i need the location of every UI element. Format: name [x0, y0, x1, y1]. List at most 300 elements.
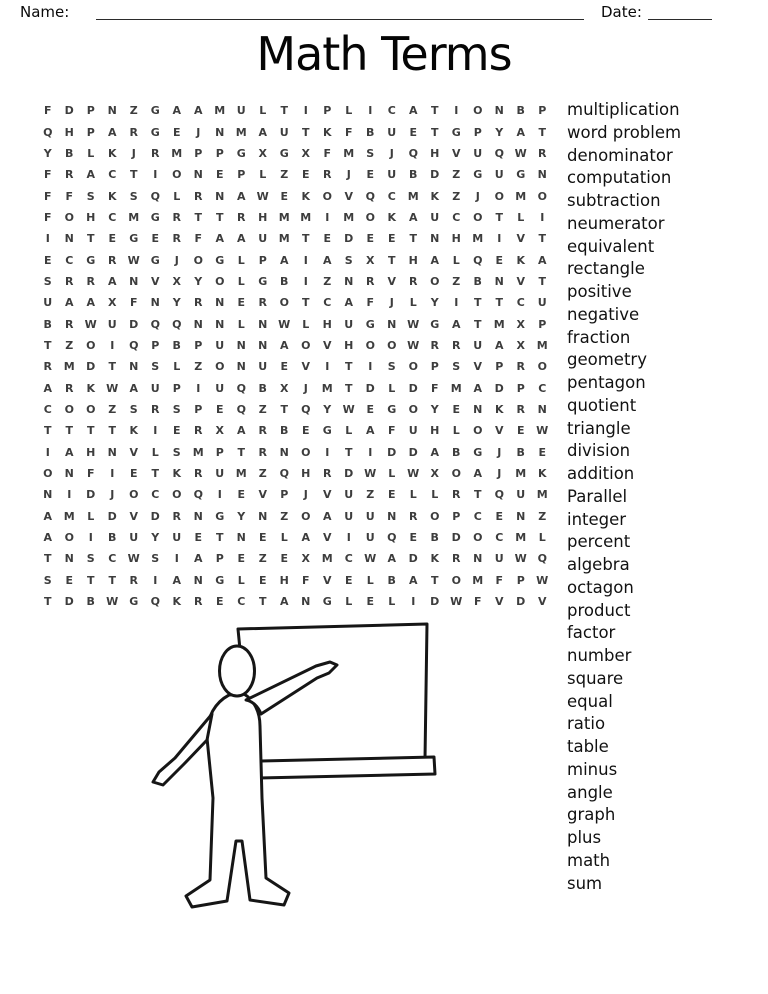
grid-cell: U	[344, 317, 354, 331]
grid-cell: T	[129, 168, 138, 182]
grid-cell: W	[364, 467, 377, 481]
grid-cell: G	[258, 274, 268, 288]
grid-cell: M	[515, 467, 527, 481]
grid-cell: U	[172, 531, 182, 545]
grid-cell: K	[107, 189, 117, 203]
grid-cell: I	[325, 360, 330, 374]
grid-cell: J	[497, 467, 502, 481]
grid-cell: U	[365, 509, 375, 523]
grid-cell: J	[303, 381, 308, 395]
grid-cell: I	[303, 274, 308, 288]
grid-cell: R	[65, 381, 74, 395]
grid-cell: X	[301, 552, 310, 566]
grid-cell: E	[43, 253, 52, 267]
grid-cell: C	[108, 168, 117, 182]
word-list-item: fraction	[567, 327, 631, 347]
grid-cell: B	[172, 338, 181, 352]
grid-cell: K	[494, 402, 504, 416]
grid-cell: I	[368, 445, 373, 459]
grid-cell: G	[150, 253, 160, 267]
grid-cell: P	[280, 488, 289, 502]
grid-cell: E	[323, 232, 331, 246]
grid-cell: T	[430, 573, 439, 587]
word-list-item: product	[567, 600, 631, 620]
grid-cell: T	[151, 467, 159, 481]
grid-cell: Q	[494, 488, 504, 502]
name-label: Name:	[20, 3, 70, 21]
grid-cell: R	[366, 274, 375, 288]
grid-cell: L	[259, 104, 267, 118]
grid-cell: U	[215, 467, 225, 481]
grid-cell: T	[344, 381, 353, 395]
grid-cell: N	[494, 274, 504, 288]
grid-cell: A	[129, 381, 138, 395]
grid-cell: C	[473, 509, 482, 523]
grid-cell: A	[215, 232, 224, 246]
grid-cell: K	[430, 552, 440, 566]
grid-cell: T	[108, 424, 116, 438]
grid-cell: P	[86, 104, 95, 118]
grid-cell: T	[194, 210, 202, 224]
grid-cell: I	[346, 531, 351, 545]
grid-cell: O	[430, 509, 440, 523]
grid-cell: A	[258, 125, 267, 139]
grid-cell: A	[473, 381, 482, 395]
grid-cell: N	[473, 552, 483, 566]
grid-cell: D	[86, 488, 96, 502]
grid-cell: F	[366, 296, 374, 310]
grid-cell: H	[408, 253, 418, 267]
grid-cell: J	[131, 146, 136, 160]
grid-cell: A	[193, 552, 203, 566]
grid-cell: E	[366, 232, 374, 246]
grid-cell: N	[537, 168, 547, 182]
grid-cell: T	[538, 232, 546, 246]
grid-cell: F	[129, 296, 138, 310]
grid-cell: W	[106, 595, 119, 609]
grid-cell: X	[258, 146, 267, 160]
grid-cell: E	[538, 445, 546, 459]
word-search-grid	[37, 100, 553, 612]
grid-cell: G	[150, 125, 160, 139]
grid-cell: W	[84, 317, 97, 331]
grid-cell: M	[321, 552, 333, 566]
grid-cell: M	[407, 189, 419, 203]
grid-cell: L	[87, 146, 95, 160]
grid-cell: B	[430, 531, 439, 545]
grid-cell: F	[323, 146, 331, 160]
grid-cell: J	[346, 168, 351, 182]
word-list-item: pentagon	[567, 373, 646, 392]
grid-cell: A	[43, 531, 52, 545]
grid-cell: O	[301, 338, 311, 352]
grid-cell: G	[150, 210, 160, 224]
grid-cell: D	[365, 381, 375, 395]
grid-cell: P	[473, 125, 482, 139]
grid-cell: E	[301, 424, 310, 438]
grid-cell: U	[537, 296, 547, 310]
grid-cell: L	[237, 253, 245, 267]
grid-cell: R	[430, 338, 439, 352]
grid-cell: E	[409, 531, 417, 545]
word-list-item: percent	[567, 532, 631, 552]
grid-cell: T	[215, 531, 224, 545]
grid-cell: Z	[452, 274, 461, 288]
grid-cell: N	[344, 274, 354, 288]
word-list-item: sum	[567, 873, 603, 893]
grid-cell: C	[108, 552, 117, 566]
grid-cell: U	[516, 488, 526, 502]
grid-cell: G	[215, 573, 225, 587]
grid-cell: E	[495, 253, 503, 267]
grid-cell: R	[65, 274, 74, 288]
grid-cell: P	[452, 509, 461, 523]
chalk-tray	[259, 757, 435, 778]
grid-cell: J	[389, 296, 394, 310]
grid-cell: E	[280, 552, 288, 566]
grid-cell: O	[215, 274, 225, 288]
grid-cell: S	[452, 360, 461, 374]
grid-cell: C	[43, 402, 52, 416]
grid-cell: A	[64, 296, 74, 310]
grid-cell: J	[497, 445, 502, 459]
grid-cell: M	[214, 104, 226, 118]
grid-cell: A	[43, 381, 52, 395]
grid-cell: N	[193, 573, 203, 587]
grid-cell: G	[365, 317, 375, 331]
grid-cell: T	[86, 573, 95, 587]
grid-cell: N	[64, 467, 74, 481]
grid-cell: V	[322, 338, 332, 352]
grid-cell: Z	[129, 104, 138, 118]
grid-cell: U	[279, 125, 289, 139]
grid-cell: T	[344, 445, 353, 459]
grid-cell: O	[43, 467, 53, 481]
grid-cell: P	[538, 317, 547, 331]
grid-cell: R	[258, 424, 267, 438]
grid-cell: B	[473, 274, 482, 288]
grid-cell: G	[430, 317, 440, 331]
grid-cell: V	[387, 274, 396, 288]
grid-cell: Q	[193, 488, 203, 502]
grid-cell: E	[215, 168, 224, 182]
grid-cell: Q	[43, 125, 53, 139]
grid-cell: H	[430, 424, 440, 438]
grid-cell: D	[387, 445, 397, 459]
grid-cell: L	[345, 595, 353, 609]
word-list-item: computation	[567, 168, 672, 188]
grid-cell: P	[86, 125, 95, 139]
grid-cell: T	[538, 274, 546, 288]
grid-cell: B	[43, 317, 52, 331]
grid-cell: U	[473, 338, 483, 352]
grid-cell: R	[151, 146, 160, 160]
grid-cell: L	[173, 360, 181, 374]
grid-cell: N	[193, 317, 203, 331]
grid-cell: C	[151, 488, 160, 502]
grid-cell: T	[43, 552, 52, 566]
grid-cell: G	[322, 595, 332, 609]
grid-cell: A	[64, 445, 74, 459]
grid-cell: J	[196, 125, 201, 139]
grid-cell: U	[344, 488, 354, 502]
grid-cell: S	[387, 360, 396, 374]
grid-cell: N	[236, 338, 246, 352]
grid-cell: R	[65, 317, 74, 331]
grid-cell: N	[236, 360, 246, 374]
grid-cell: P	[172, 381, 181, 395]
grid-cell: R	[108, 253, 117, 267]
grid-cell: E	[194, 531, 202, 545]
grid-cell: D	[86, 360, 96, 374]
person-head	[220, 646, 255, 696]
grid-cell: F	[194, 232, 202, 246]
grid-cell: W	[278, 317, 291, 331]
grid-cell: Q	[129, 338, 139, 352]
grid-cell: B	[366, 125, 375, 139]
grid-cell: I	[88, 531, 93, 545]
grid-cell: M	[343, 210, 355, 224]
grid-cell: P	[194, 402, 203, 416]
grid-cell: T	[86, 424, 95, 438]
grid-cell: U	[408, 424, 418, 438]
grid-cell: P	[516, 381, 525, 395]
grid-cell: I	[45, 232, 50, 246]
grid-cell: U	[494, 168, 504, 182]
grid-cell: G	[150, 104, 160, 118]
grid-cell: R	[129, 573, 138, 587]
grid-cell: I	[110, 467, 115, 481]
grid-cell: C	[237, 595, 246, 609]
grid-cell: Q	[172, 317, 182, 331]
grid-cell: L	[345, 104, 353, 118]
grid-cell: I	[497, 232, 502, 246]
grid-cell: O	[473, 210, 483, 224]
grid-cell: N	[215, 125, 225, 139]
grid-cell: E	[366, 595, 374, 609]
grid-cell: C	[495, 531, 504, 545]
grid-cell: M	[450, 381, 462, 395]
grid-cell: V	[516, 274, 525, 288]
grid-cell: N	[150, 296, 160, 310]
grid-cell: Y	[194, 274, 203, 288]
grid-cell: T	[473, 296, 482, 310]
grid-cell: M	[343, 146, 355, 160]
grid-cell: I	[174, 552, 179, 566]
grid-cell: T	[258, 595, 267, 609]
grid-cell: E	[172, 424, 181, 438]
grid-cell: V	[494, 595, 504, 609]
grid-cell: A	[172, 104, 181, 118]
grid-cell: K	[301, 189, 311, 203]
grid-cell: A	[236, 232, 246, 246]
grid-cell: W	[364, 552, 377, 566]
grid-cell: L	[452, 424, 460, 438]
grid-cell: M	[493, 317, 505, 331]
grid-cell: A	[172, 573, 181, 587]
grid-cell: N	[215, 317, 225, 331]
grid-cell: E	[237, 552, 245, 566]
grid-cell: N	[215, 296, 225, 310]
grid-cell: M	[472, 232, 484, 246]
grid-cell: V	[494, 424, 504, 438]
grid-cell: A	[86, 168, 95, 182]
grid-cell: L	[259, 168, 267, 182]
grid-cell: V	[150, 274, 160, 288]
grid-cell: O	[537, 189, 547, 203]
grid-cell: H	[258, 210, 268, 224]
grid-cell: S	[43, 274, 52, 288]
grid-cell: Z	[258, 552, 267, 566]
grid-cell: A	[322, 509, 332, 523]
grid-cell: O	[408, 360, 418, 374]
word-list-item: triangle	[567, 418, 631, 438]
grid-cell: U	[365, 531, 375, 545]
grid-cell: L	[388, 381, 396, 395]
grid-cell: M	[278, 232, 290, 246]
grid-cell: F	[86, 467, 95, 481]
grid-cell: A	[408, 104, 418, 118]
word-list-item: table	[567, 737, 609, 756]
grid-cell: R	[194, 467, 203, 481]
grid-cell: X	[172, 274, 181, 288]
grid-cell: N	[430, 232, 440, 246]
grid-cell: L	[538, 531, 546, 545]
grid-cell: I	[67, 488, 72, 502]
grid-cell: O	[301, 445, 311, 459]
grid-cell: N	[107, 104, 117, 118]
grid-cell: W	[407, 317, 420, 331]
grid-cell: Q	[150, 317, 160, 331]
grid-cell: D	[451, 531, 461, 545]
grid-cell: S	[129, 189, 138, 203]
grid-cell: O	[322, 189, 332, 203]
grid-cell: I	[153, 424, 158, 438]
grid-cell: I	[540, 210, 545, 224]
grid-cell: A	[408, 210, 418, 224]
grid-cell: H	[86, 445, 96, 459]
grid-cell: A	[86, 296, 95, 310]
grid-cell: M	[192, 445, 204, 459]
grid-cell: B	[86, 595, 95, 609]
grid-cell: S	[129, 402, 138, 416]
grid-cell: G	[215, 509, 225, 523]
grid-cell: R	[409, 274, 418, 288]
grid-cell: O	[473, 104, 483, 118]
word-list-item: integer	[567, 509, 627, 529]
grid-cell: A	[537, 253, 547, 267]
grid-cell: T	[473, 488, 482, 502]
word-list-item: rectangle	[567, 259, 645, 279]
grid-cell: Z	[538, 509, 547, 523]
grid-cell: R	[194, 189, 203, 203]
grid-cell: G	[387, 402, 397, 416]
grid-cell: R	[86, 274, 95, 288]
grid-cell: E	[258, 573, 267, 587]
grid-cell: Y	[430, 402, 439, 416]
grid-cell: S	[86, 552, 95, 566]
grid-cell: D	[408, 552, 418, 566]
word-list-item: Parallel	[567, 486, 628, 506]
word-list-item: denominator	[567, 145, 673, 165]
grid-cell: R	[65, 168, 74, 182]
grid-cell: D	[344, 232, 354, 246]
grid-cell: T	[344, 360, 353, 374]
grid-cell: K	[107, 146, 117, 160]
grid-cell: W	[342, 402, 355, 416]
grid-cell: H	[344, 338, 354, 352]
grid-cell: Q	[473, 253, 483, 267]
grid-cell: E	[108, 232, 116, 246]
grid-cell: S	[151, 552, 160, 566]
grid-cell: P	[538, 104, 547, 118]
grid-cell: A	[365, 424, 375, 438]
grid-cell: J	[174, 253, 179, 267]
grid-cell: F	[473, 595, 482, 609]
word-list-item: positive	[567, 282, 632, 301]
grid-cell: X	[516, 317, 525, 331]
grid-cell: N	[129, 274, 139, 288]
person-left-arm	[153, 714, 212, 785]
grid-cell: L	[452, 253, 460, 267]
grid-cell: P	[516, 573, 525, 587]
grid-cell: I	[368, 360, 373, 374]
grid-cell: W	[407, 338, 420, 352]
grid-cell: A	[408, 573, 418, 587]
grid-cell: G	[129, 595, 139, 609]
grid-cell: K	[86, 381, 96, 395]
grid-cell: E	[129, 467, 138, 481]
grid-cell: K	[516, 253, 526, 267]
grid-cell: L	[237, 573, 245, 587]
grid-cell: L	[388, 595, 396, 609]
grid-cell: V	[301, 360, 310, 374]
grid-cell: T	[301, 125, 310, 139]
grid-cell: X	[108, 296, 117, 310]
grid-cell: A	[494, 338, 504, 352]
grid-cell: E	[366, 402, 374, 416]
grid-cell: M	[515, 189, 527, 203]
grid-cell: B	[65, 146, 74, 160]
grid-cell: B	[409, 168, 418, 182]
grid-cell: N	[236, 531, 246, 545]
grid-cell: A	[322, 253, 332, 267]
grid-cell: I	[325, 445, 330, 459]
word-list-item: graph	[567, 805, 616, 825]
grid-cell: J	[303, 488, 308, 502]
grid-cell: S	[86, 189, 95, 203]
grid-cell: O	[64, 531, 74, 545]
grid-cell: I	[368, 104, 373, 118]
grid-cell: X	[430, 467, 439, 481]
grid-cell: Q	[408, 146, 418, 160]
grid-cell: M	[63, 509, 75, 523]
grid-cell: M	[536, 338, 548, 352]
grid-cell: M	[278, 210, 290, 224]
name-blank-line	[96, 19, 584, 20]
grid-cell: B	[280, 274, 289, 288]
grid-cell: A	[107, 274, 117, 288]
grid-cell: O	[86, 402, 96, 416]
grid-cell: B	[452, 445, 461, 459]
grid-cell: U	[494, 552, 504, 566]
word-list-item: math	[567, 850, 611, 870]
grid-cell: O	[301, 509, 311, 523]
grid-cell: A	[279, 253, 289, 267]
grid-cell: A	[387, 552, 396, 566]
grid-cell: Z	[258, 467, 267, 481]
grid-cell: N	[301, 595, 311, 609]
